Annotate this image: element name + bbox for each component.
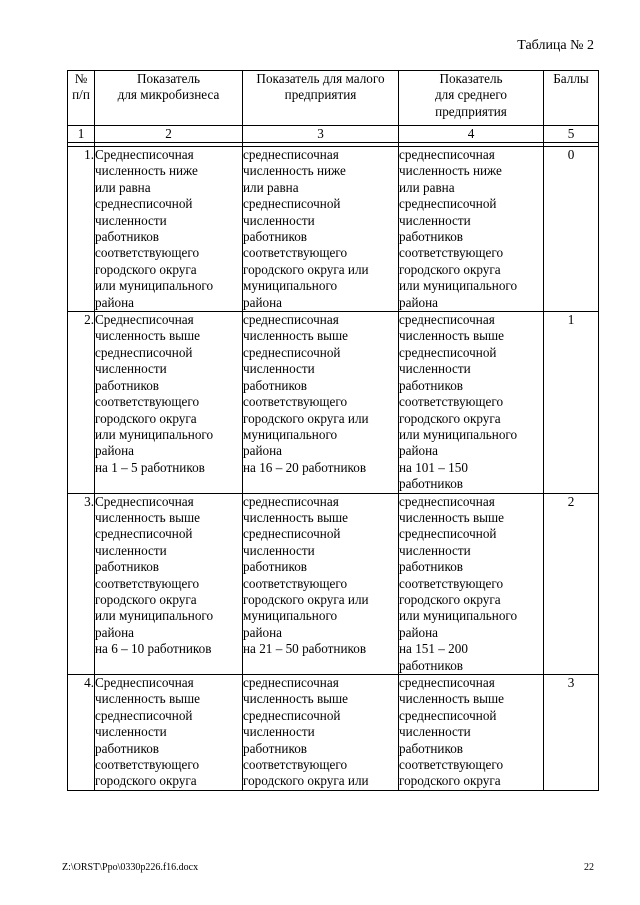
cell-text-line: среднесписочная [243, 147, 339, 162]
cell-text-line: среднесписочной [243, 196, 341, 212]
cell-text-line: среднесписочная [399, 675, 495, 690]
micro-indicator-cell [95, 675, 243, 791]
medium-indicator-cell [399, 493, 544, 674]
cell-text-line: соответствующего [243, 245, 348, 261]
cell-text-line: или равна [95, 179, 151, 195]
table-row [68, 312, 599, 493]
cell-text-line: городского округа или [243, 773, 369, 789]
cell-text-line: или равна [243, 179, 299, 195]
cell-text-line: муниципального [243, 426, 338, 442]
header-num [68, 71, 95, 126]
cell-text-line: соответствующего [95, 757, 200, 773]
cell-text-line: численности [95, 361, 167, 377]
cell-text-line: работников [95, 559, 160, 575]
cell-text-line: численности [399, 542, 471, 558]
medium-indicator-cell [399, 147, 544, 312]
header-small [243, 71, 399, 126]
cell-text-line: численность ниже [399, 163, 502, 179]
cell-text-line: работников [399, 377, 464, 393]
cell-text-line: городского округа или [243, 261, 369, 277]
cell-text-line: среднесписочная [399, 147, 495, 162]
cell-text-line: численность ниже [95, 163, 198, 179]
small-indicator-cell [243, 312, 399, 493]
cell-text-line: муниципального [243, 608, 338, 624]
cell-text-line: района [243, 443, 283, 459]
cell-text-line: среднесписочная [399, 493, 495, 509]
cell-text-line: или муниципального [399, 278, 518, 294]
cell-text-line: Показатель для малого [256, 71, 385, 86]
cell-text-line: работников [243, 559, 308, 575]
column-number: 1 [68, 126, 95, 143]
cell-text-line: соответствующего [399, 394, 504, 410]
cell-text-line: соответствующего [243, 575, 348, 591]
cell-text-line: городского округа [399, 261, 501, 277]
cell-text-line: среднесписочной [243, 344, 341, 360]
cell-text-line: работников [95, 377, 160, 393]
cell-text-line: численности [399, 361, 471, 377]
cell-text-line: для среднего [434, 87, 508, 103]
cell-text-line: на 151 – 200 [399, 641, 468, 657]
cell-text-line: среднесписочной [243, 526, 341, 542]
cell-text-line: соответствующего [243, 394, 348, 410]
cell-text-line: района [95, 624, 135, 640]
cell-text-line: работников [399, 740, 464, 756]
cell-text-line: или муниципального [399, 608, 518, 624]
cell-text-line: работников [243, 377, 308, 393]
column-number-row [68, 126, 599, 143]
cell-text-line: района [399, 294, 439, 310]
cell-text-line: среднесписочной [399, 707, 497, 723]
cell-text-line: на 6 – 10 работников [95, 641, 212, 657]
points-cell: 1 [544, 312, 599, 493]
cell-text-line: п/п [72, 87, 90, 103]
cell-text-line: численность выше [399, 509, 505, 525]
column-number: 2 [95, 126, 243, 143]
cell-text-line: на 101 – 150 [399, 459, 468, 475]
small-indicator-cell [243, 493, 399, 674]
cell-text-line: среднесписочной [95, 707, 193, 723]
cell-text-line: численности [243, 212, 315, 228]
cell-text-line: Среднесписочная [95, 147, 194, 162]
cell-text-line: численности [243, 542, 315, 558]
cell-text-line: работников [243, 229, 308, 245]
cell-text-line: численности [243, 724, 315, 740]
cell-text-line: численности [243, 361, 315, 377]
cell-text-line: городского округа [95, 773, 197, 789]
cell-text-line: или муниципального [95, 278, 214, 294]
points-cell: 3 [544, 675, 599, 791]
row-number: 1. [68, 147, 95, 312]
cell-text-line: городского округа [399, 591, 501, 607]
cell-text-line: среднесписочная [243, 493, 339, 509]
cell-text-line: среднесписочной [399, 526, 497, 542]
cell-text-line: среднесписочной [243, 707, 341, 723]
cell-text-line: на 21 – 50 работников [243, 641, 367, 657]
cell-text-line: Среднесписочная [95, 675, 194, 690]
cell-text-line: работников [399, 559, 464, 575]
cell-text-line: работников [243, 740, 308, 756]
points-cell: 0 [544, 147, 599, 312]
cell-text-line: численность выше [243, 509, 349, 525]
header-micro [95, 71, 243, 126]
cell-text-line: на 16 – 20 работников [243, 459, 367, 475]
cell-text-line: или муниципального [95, 426, 214, 442]
cell-text-line: соответствующего [95, 245, 200, 261]
cell-text-line: численности [95, 212, 167, 228]
cell-text-line: городского округа или [243, 591, 369, 607]
table-row [68, 147, 599, 312]
cell-text-line: городского округа [399, 773, 501, 789]
cell-text-line: района [399, 443, 439, 459]
row-number: 3. [68, 493, 95, 674]
column-number: 3 [243, 126, 399, 143]
cell-text-line: или муниципального [95, 608, 214, 624]
cell-text-line: муниципального [243, 278, 338, 294]
cell-text-line: или муниципального [399, 426, 518, 442]
cell-text-line: численность ниже [243, 163, 346, 179]
cell-text-line: соответствующего [399, 757, 504, 773]
cell-text-line: работников [95, 740, 160, 756]
cell-text-line: городского округа [95, 261, 197, 277]
header-medium [399, 71, 544, 126]
cell-text-line: района [95, 294, 135, 310]
cell-text-line: численность выше [399, 328, 505, 344]
cell-text-line: численность выше [95, 691, 201, 707]
indicators-table [67, 70, 599, 791]
cell-text-line: Показатель [439, 71, 503, 86]
row-number: 4. [68, 675, 95, 791]
cell-text-line: работников [399, 476, 464, 492]
cell-text-line: городского округа [95, 591, 197, 607]
cell-text-line: района [243, 294, 283, 310]
cell-text-line: № [74, 71, 88, 86]
points-cell: 2 [544, 493, 599, 674]
cell-text-line: городского округа или [243, 410, 369, 426]
table-row [68, 493, 599, 674]
cell-text-line: численности [399, 212, 471, 228]
table-caption: Таблица № 2 [517, 38, 594, 53]
cell-text-line: работников [95, 229, 160, 245]
table-row [68, 675, 599, 791]
cell-text-line: среднесписочной [399, 344, 497, 360]
cell-text-line: соответствующего [399, 245, 504, 261]
cell-text-line: Баллы [553, 71, 589, 86]
cell-text-line: среднесписочной [95, 526, 193, 542]
cell-text-line: среднесписочная [399, 312, 495, 328]
cell-text-line: на 1 – 5 работников [95, 459, 205, 475]
cell-text-line: соответствующего [95, 394, 200, 410]
medium-indicator-cell [399, 675, 544, 791]
micro-indicator-cell [95, 147, 243, 312]
cell-text-line: среднесписочной [399, 196, 497, 212]
micro-indicator-cell [95, 312, 243, 493]
row-number: 2. [68, 312, 95, 493]
cell-text-line: Среднесписочная [95, 493, 194, 509]
cell-text-line: района [243, 624, 283, 640]
cell-text-line: соответствующего [95, 575, 200, 591]
cell-text-line: соответствующего [243, 757, 348, 773]
cell-text-line: численности [399, 724, 471, 740]
cell-text-line: соответствующего [399, 575, 504, 591]
header-row [68, 71, 599, 126]
footer-file-path: Z:\ORST\Ppo\0330p226.f16.docx [62, 862, 199, 873]
small-indicator-cell [243, 675, 399, 791]
cell-text-line: района [95, 443, 135, 459]
cell-text-line: численность выше [95, 328, 201, 344]
small-indicator-cell [243, 147, 399, 312]
cell-text-line: среднесписочной [95, 344, 193, 360]
cell-text-line: численности [95, 542, 167, 558]
cell-text-line: Показатель [136, 71, 201, 86]
cell-text-line: численности [95, 724, 167, 740]
cell-text-line: численность выше [243, 328, 349, 344]
cell-text-line: среднесписочной [95, 196, 193, 212]
column-number: 5 [544, 126, 599, 143]
cell-text-line: численность выше [399, 691, 505, 707]
micro-indicator-cell [95, 493, 243, 674]
cell-text-line: предприятия [435, 103, 507, 119]
cell-text-line: городского округа [95, 410, 197, 426]
cell-text-line: работников [399, 229, 464, 245]
footer-page-number: 22 [584, 862, 594, 873]
cell-text-line: численность выше [95, 509, 201, 525]
cell-text-line: для микробизнеса [117, 87, 220, 103]
cell-text-line: предприятия [284, 87, 357, 103]
cell-text-line: или равна [399, 179, 455, 195]
medium-indicator-cell [399, 312, 544, 493]
cell-text-line: численность выше [243, 691, 349, 707]
cell-text-line: среднесписочная [243, 312, 339, 328]
cell-text-line: городского округа [399, 410, 501, 426]
cell-text-line: района [399, 624, 439, 640]
cell-text-line: среднесписочная [243, 675, 339, 690]
cell-text-line: Среднесписочная [95, 312, 194, 328]
column-number: 4 [399, 126, 544, 143]
header-points [544, 71, 599, 126]
cell-text-line: работников [399, 657, 464, 673]
